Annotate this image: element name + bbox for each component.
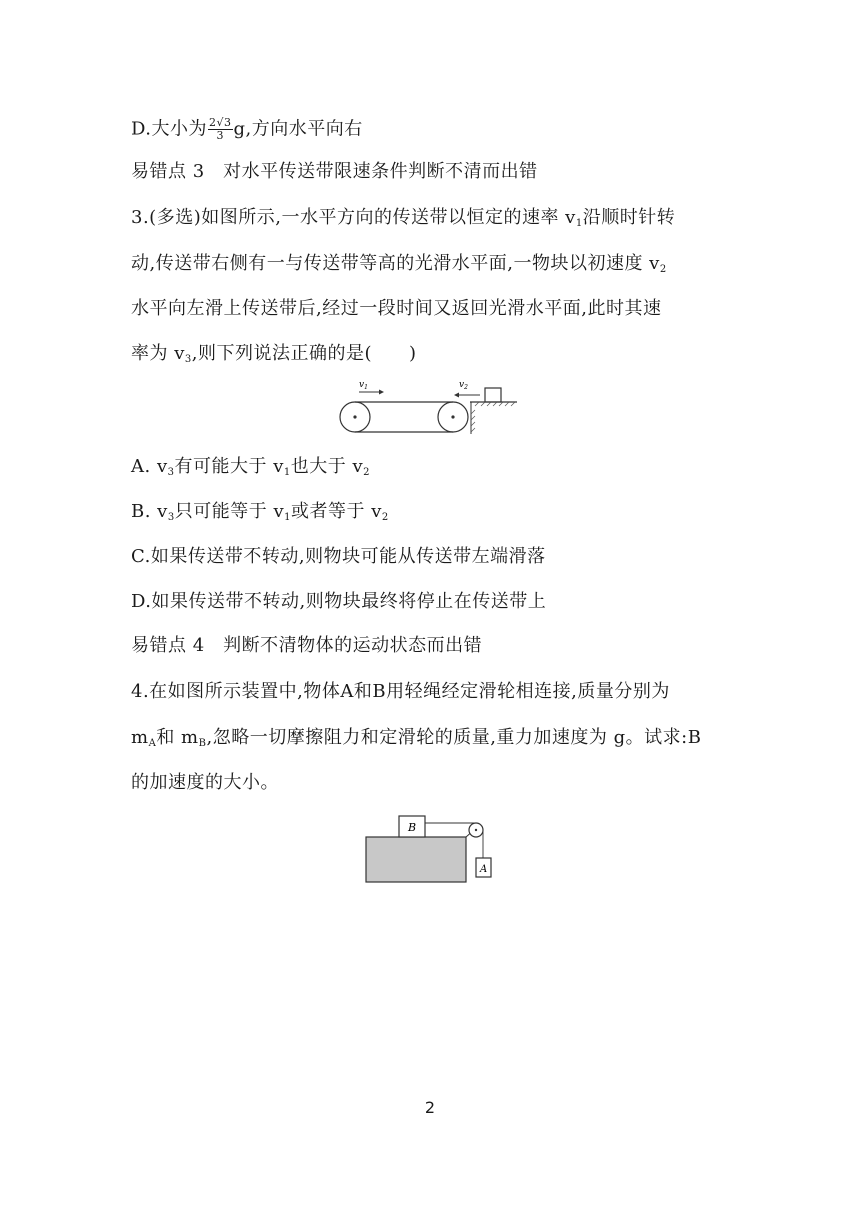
label-a: A — [480, 864, 488, 875]
q3-line-1: 3.(多选)如图所示,一水平方向的传送带以恒定的速率 $v_1$沿顺时针转 — [131, 207, 676, 229]
pulley-figure — [364, 814, 496, 884]
ground-hatching — [471, 402, 515, 432]
q3-option-b: B. $v_3$只可能等于 $v_1$或者等于 $v_2$ — [131, 501, 389, 523]
q3-option-a: A. $v_3$有可能大于 $v_1$也大于 $v_2$ — [131, 456, 371, 478]
label-v2: $v_2$ — [459, 380, 468, 391]
q3-option-d: D.如果传送带不转动,则物块最终将停止在传送带上 — [131, 591, 547, 612]
section-heading-4: 易错点 4 判断不清物体的运动状态而出错 — [131, 635, 483, 656]
q4-line-3: 的加速度的大小。 — [131, 772, 279, 793]
section-heading-3: 易错点 3 对水平传送带限速条件判断不清而出错 — [131, 161, 538, 182]
table — [366, 837, 466, 882]
q3-line-2: 动,传送带右侧有一与传送带等高的光滑水平面,一物块以初速度 $v_2$ — [131, 253, 667, 275]
conveyor-belt-figure — [335, 378, 520, 436]
option-d-previous: D.大小为 $\frac{2√3}{3}$ g,方向水平向右 — [131, 116, 363, 142]
q3-line-3: 水平向左滑上传送带后,经过一段时间又返回光滑水平面,此时其速 — [131, 298, 662, 319]
q4-line-2: $m_A$和 $m_B$,忽略一切摩擦阻力和定滑轮的质量,重力加速度为 g。试求:B — [131, 727, 702, 749]
label-v1: $v_1$ — [359, 380, 368, 391]
q3-option-c: C.如果传送带不转动,则物块可能从传送带左端滑落 — [131, 546, 546, 567]
q3-line-4: 率为 $v_3$,则下列说法正确的是( ) — [131, 343, 417, 365]
page-number: 2 — [424, 1098, 436, 1117]
fraction: $\frac{2√3}{3}$ — [209, 116, 232, 142]
q4-line-1: 4.在如图所示装置中,物体A和B用轻绳经定滑轮相连接,质量分别为 — [131, 681, 670, 702]
block — [485, 388, 501, 402]
label-b: B — [408, 821, 417, 834]
